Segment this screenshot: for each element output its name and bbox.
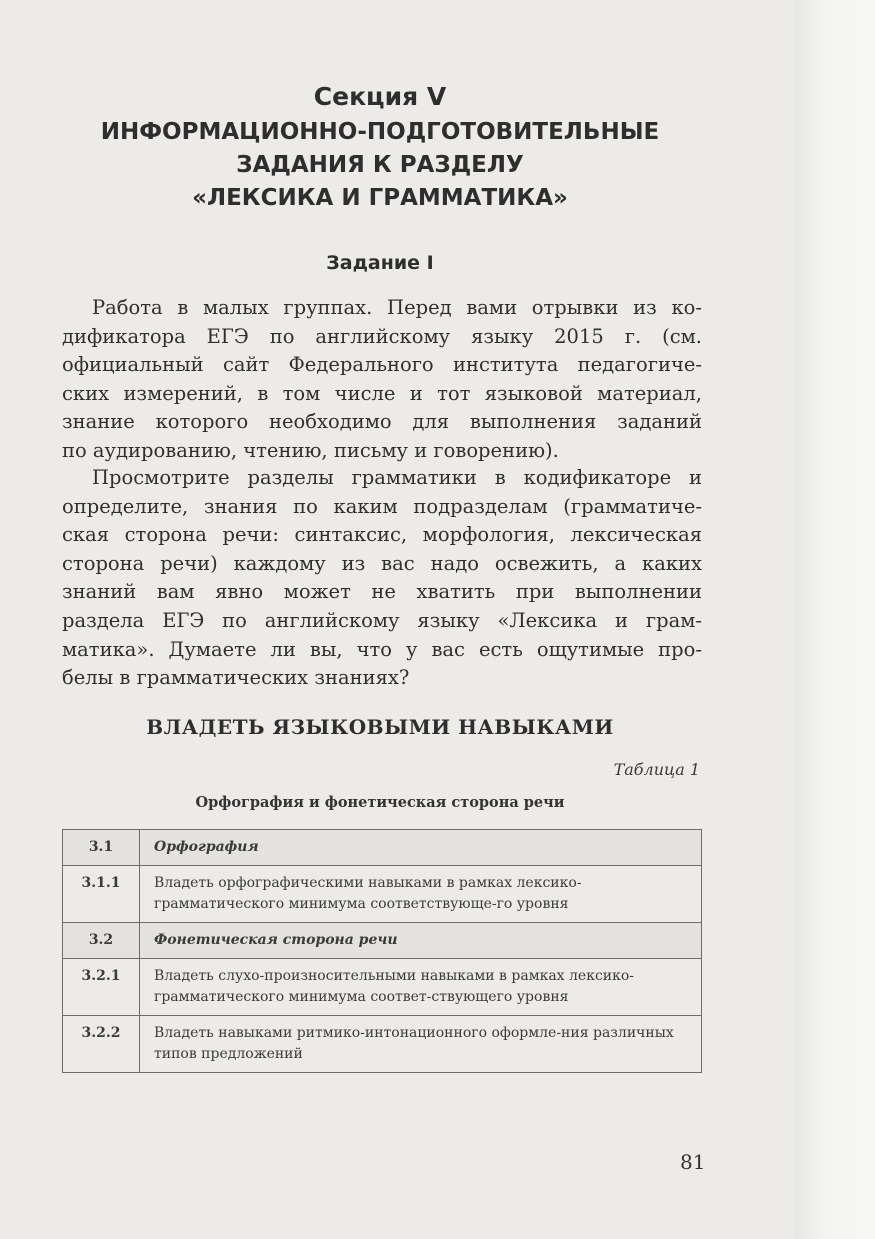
text-line: официальный сайт Федерального института педагогиче- — [62, 353, 702, 377]
table-label: Таблица 1 — [613, 760, 700, 779]
table-row — [63, 923, 702, 959]
text-line: знаний вам явно может не хватить при выполнении — [62, 580, 702, 604]
text-line: по аудированию, чтению, письму и говорению). — [62, 438, 559, 462]
table-caption: Орфография и фонетическая сторона речи — [195, 794, 565, 811]
skills-heading: ВЛАДЕТЬ ЯЗЫКОВЫМИ НАВЫКАМИ — [146, 715, 614, 739]
subtitle-line: ЗАДАНИЯ К РАЗДЕЛУ — [236, 152, 524, 178]
row-code: 3.1 — [63, 830, 140, 866]
text-line: ских измерений, в том числе и тот языковой материал, — [62, 381, 702, 405]
row-code: 3.2.1 — [63, 959, 140, 1016]
row-text: Фонетическая сторона речи — [140, 923, 702, 959]
text-line: определите, знания по каким подразделам (грамматиче- — [62, 494, 702, 518]
task-paragraph-2 — [62, 464, 702, 693]
row-code: 3.2.2 — [63, 1016, 140, 1073]
text-line: раздела ЕГЭ по английскому языку «Лексика и грам- — [62, 608, 702, 632]
subtitle-line: «ЛЕКСИКА И ГРАММАТИКА» — [192, 185, 568, 211]
table-row — [63, 959, 702, 1016]
row-text: Владеть слухо-произносительными навыками в рамках лексико-грамматического минимума соответ-ствующего уровня — [140, 959, 702, 1016]
text-line: дификатора ЕГЭ по английскому языку 2015 г. (см. — [62, 324, 702, 348]
text-line: ская сторона речи: синтаксис, морфология, лексическая — [62, 523, 702, 547]
codifier-table — [62, 829, 702, 1073]
text-line: Работа в малых группах. Перед вами отрывки из ко- — [92, 296, 702, 319]
text-line: Просмотрите разделы грамматики в кодификаторе и — [92, 466, 702, 489]
text-line: знание которого необходимо для выполнения заданий — [62, 410, 702, 434]
row-code: 3.2 — [63, 923, 140, 959]
table-row — [63, 1016, 702, 1073]
text-line: матика». Думаете ли вы, что у вас есть ощутимые про- — [62, 637, 702, 661]
row-text: Орфография — [140, 830, 702, 866]
page-number: 81 — [680, 1150, 706, 1174]
page-edge — [795, 0, 875, 1239]
text-line: белы в грамматических знаниях? — [62, 666, 410, 690]
table-row — [63, 830, 702, 866]
row-text: Владеть навыками ритмико-интонационного оформле-ния различных типов предложений — [140, 1016, 702, 1073]
section-title: Секция V — [313, 82, 447, 111]
row-code: 3.1.1 — [63, 866, 140, 923]
row-text: Владеть орфографическими навыками в рамках лексико-грамматического минимума соответствующе-го уровня — [140, 866, 702, 923]
section-subtitle — [0, 116, 760, 215]
subtitle-line: ИНФОРМАЦИОННО-ПОДГОТОВИТЕЛЬНЫЕ — [100, 119, 660, 145]
text-line: сторона речи) каждому из вас надо освежить, а каких — [62, 551, 702, 575]
task-paragraph-1 — [62, 294, 702, 466]
table-row — [63, 866, 702, 923]
task-title: Задание I — [326, 252, 434, 274]
